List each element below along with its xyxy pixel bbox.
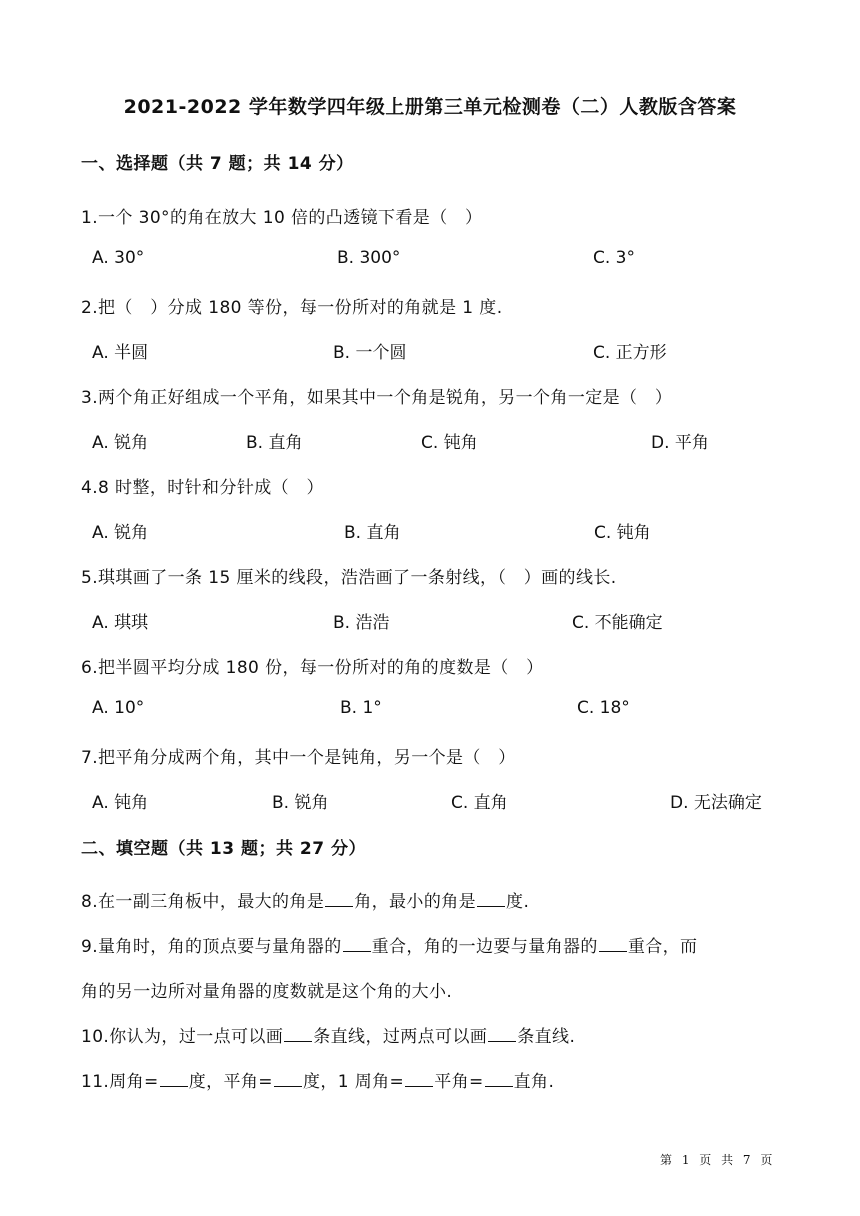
option-a: A. 30° xyxy=(92,248,145,268)
question-text: 9.量角时，角的顶点要与量角器的 xyxy=(81,937,342,957)
question-text: 重合，而 xyxy=(627,937,698,957)
question-8 xyxy=(81,887,529,912)
question-text: 角，最小的角是 xyxy=(354,892,477,912)
option-b: B. 直角 xyxy=(246,433,303,453)
question-text: 度，1 周角= xyxy=(302,1072,405,1092)
answer-blank[interactable] xyxy=(343,950,371,952)
question-text: 度. xyxy=(506,892,530,912)
question-text: 11.周角= xyxy=(81,1072,159,1092)
answer-blank[interactable] xyxy=(325,905,353,907)
question-3: 3.两个角正好组成一个平角，如果其中一个角是锐角，另一个角一定是（ ） xyxy=(81,388,673,408)
option-a: A. 半圆 xyxy=(92,343,149,363)
question-text: 10.你认为，过一点可以画 xyxy=(81,1027,284,1047)
question-text: 条直线，过两点可以画 xyxy=(313,1027,488,1047)
section-heading-choice: 一、选择题（共 7 题；共 14 分） xyxy=(81,154,354,174)
answer-blank[interactable] xyxy=(488,1040,516,1042)
answer-blank[interactable] xyxy=(405,1085,433,1087)
option-b: B. 一个圆 xyxy=(333,343,407,363)
option-d: D. 平角 xyxy=(651,433,709,453)
answer-blank[interactable] xyxy=(477,905,505,907)
question-text: 直角. xyxy=(513,1072,555,1092)
option-a: A. 钝角 xyxy=(92,793,149,813)
option-a: A. 琪琪 xyxy=(92,613,149,633)
option-a: A. 锐角 xyxy=(92,433,149,453)
option-d: D. 无法确定 xyxy=(670,793,762,813)
page-footer: 第 1 页 共 7 页 xyxy=(660,1153,776,1167)
question-6: 6.把半圆平均分成 180 份，每一份所对的角的度数是（ ） xyxy=(81,658,544,678)
option-b: B. 直角 xyxy=(344,523,401,543)
section-heading-fill: 二、填空题（共 13 题；共 27 分） xyxy=(81,839,366,859)
question-11 xyxy=(81,1067,554,1092)
option-c: C. 不能确定 xyxy=(572,613,663,633)
question-text: 条直线. xyxy=(517,1027,576,1047)
question-10 xyxy=(81,1022,575,1047)
answer-blank[interactable] xyxy=(284,1040,312,1042)
question-2: 2.把（ ）分成 180 等份，每一份所对的角就是 1 度. xyxy=(81,298,503,318)
option-b: B. 1° xyxy=(340,698,382,718)
page-title: 2021-2022 学年数学四年级上册第三单元检测卷（二）人教版含答案 xyxy=(123,96,737,118)
option-a: A. 锐角 xyxy=(92,523,149,543)
option-c: C. 直角 xyxy=(451,793,508,813)
question-text: 度，平角= xyxy=(188,1072,273,1092)
question-text: 平角= xyxy=(434,1072,484,1092)
option-c: C. 正方形 xyxy=(593,343,667,363)
option-c: C. 18° xyxy=(577,698,630,718)
option-c: C. 钝角 xyxy=(594,523,651,543)
option-a: A. 10° xyxy=(92,698,145,718)
question-text: 8.在一副三角板中，最大的角是 xyxy=(81,892,325,912)
question-1: 1.一个 30°的角在放大 10 倍的凸透镜下看是（ ） xyxy=(81,208,483,228)
answer-blank[interactable] xyxy=(160,1085,188,1087)
answer-blank[interactable] xyxy=(274,1085,302,1087)
question-text: 重合，角的一边要与量角器的 xyxy=(371,937,598,957)
question-9 xyxy=(81,932,697,957)
option-c: C. 3° xyxy=(593,248,635,268)
option-b: B. 300° xyxy=(337,248,401,268)
question-7: 7.把平角分成两个角，其中一个是钝角，另一个是（ ） xyxy=(81,748,516,768)
question-9-continued: 角的另一边所对量角器的度数就是这个角的大小. xyxy=(81,982,453,1002)
option-b: B. 浩浩 xyxy=(333,613,390,633)
question-5: 5.琪琪画了一条 15 厘米的线段，浩浩画了一条射线，（ ）画的线长. xyxy=(81,568,617,588)
answer-blank[interactable] xyxy=(599,950,627,952)
question-4: 4.8 时整，时针和分针成（ ） xyxy=(81,478,324,498)
option-c: C. 钝角 xyxy=(421,433,478,453)
answer-blank[interactable] xyxy=(485,1085,513,1087)
option-b: B. 锐角 xyxy=(272,793,329,813)
